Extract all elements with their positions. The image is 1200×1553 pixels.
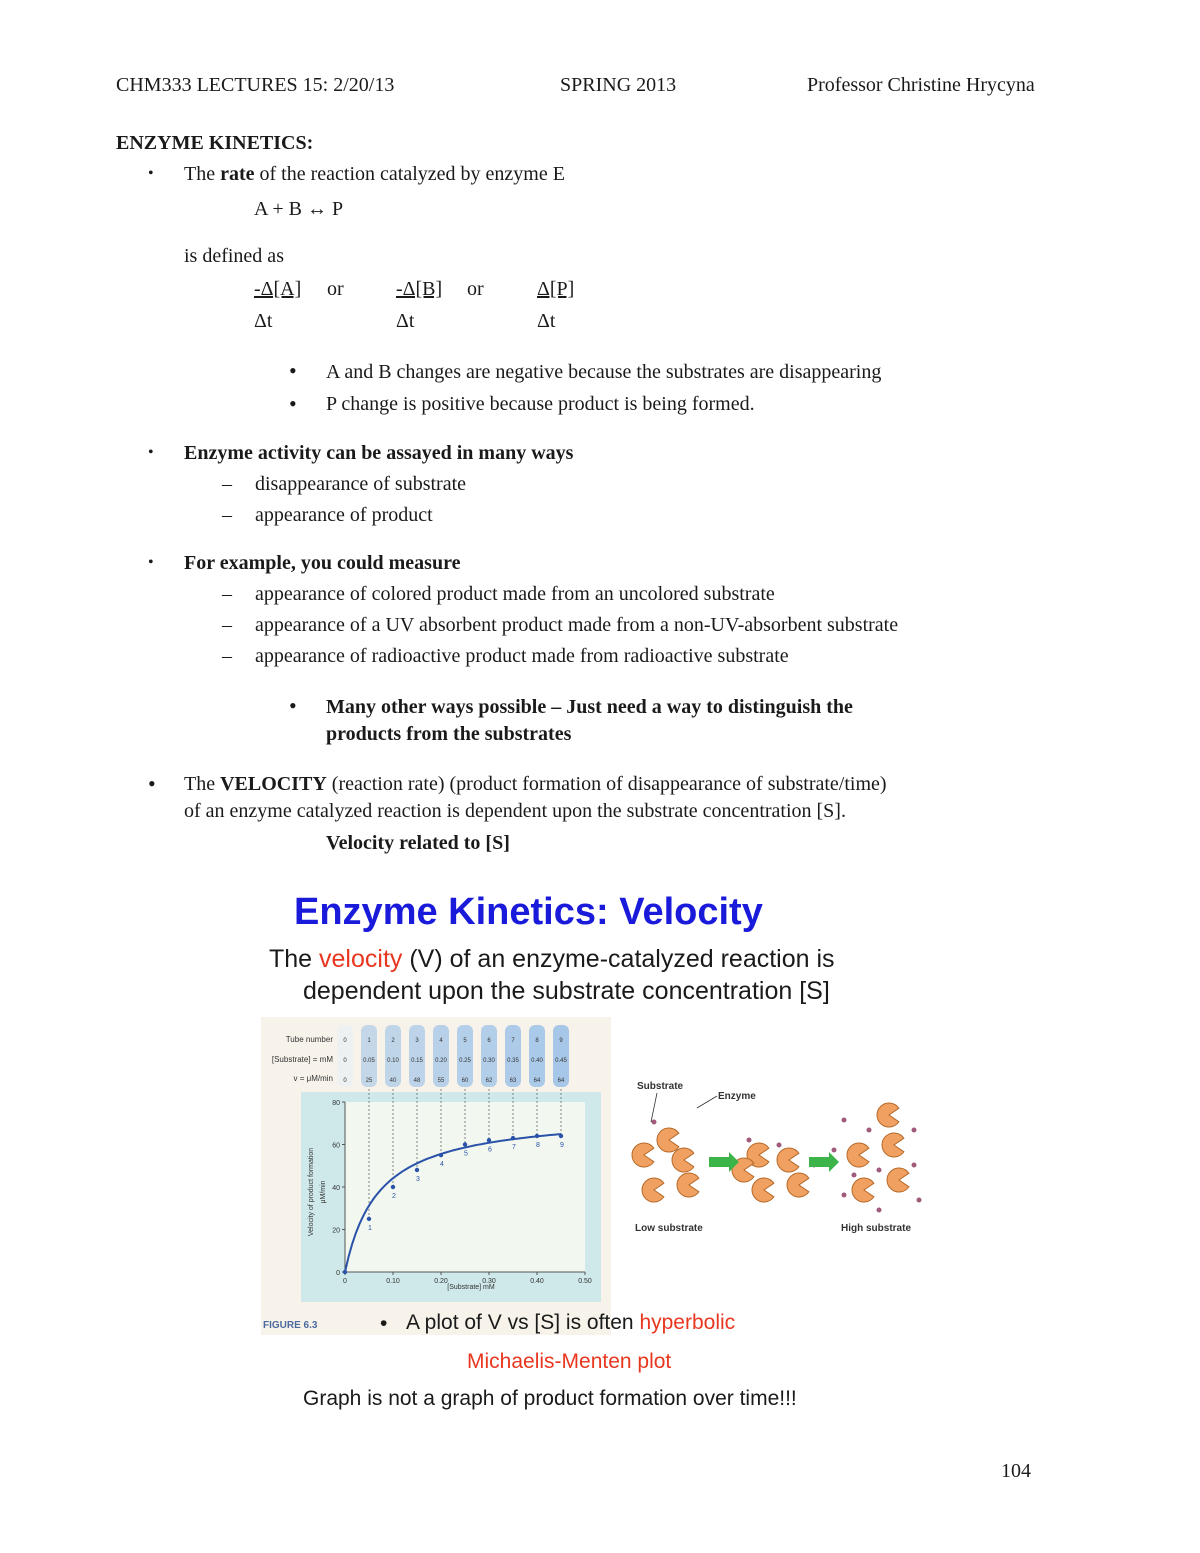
sub-bullet-product: P change is positive because product is being formed.: [326, 393, 755, 415]
fraction-p-denominator: Δt: [537, 310, 556, 332]
substrate-dot: [747, 1138, 752, 1143]
page-number: 104: [1001, 1460, 1031, 1482]
x-tick-label: 0.40: [530, 1278, 544, 1285]
data-point: [463, 1142, 467, 1146]
bullet-icon: •: [148, 771, 156, 796]
tube-table-value: 2: [391, 1038, 395, 1044]
point-label: 3: [416, 1176, 420, 1183]
rate-equation: A + B ↔ P: [254, 198, 344, 220]
assay-heading: Enzyme activity can be assayed in many ways: [184, 442, 574, 464]
y-tick-label: 60: [332, 1142, 340, 1150]
point-label: 9: [560, 1142, 564, 1149]
slide-bullet-text: A plot of V vs [S] is often hyperbolic: [406, 1311, 736, 1334]
enzyme-icon: [632, 1143, 654, 1167]
tube-table-value: 0.15: [411, 1058, 423, 1064]
tube-table-value: 0: [343, 1078, 347, 1084]
slide-subtitle-line2: dependent upon the substrate concentration [S]: [303, 977, 830, 1005]
dash-icon: –: [222, 614, 232, 636]
data-point: [559, 1134, 563, 1138]
section-title: ENZYME KINETICS:: [116, 132, 314, 154]
example-item: appearance of a UV absorbent product made from a non-UV-absorbent substrate: [255, 614, 899, 636]
data-point: [511, 1136, 515, 1140]
bullet-icon: •: [289, 358, 297, 383]
slide-bullet-icon: •: [380, 1312, 388, 1335]
data-point: [415, 1168, 419, 1172]
high-substrate-label: High substrate: [841, 1223, 912, 1234]
substrate-row-label: [Substrate] = mM: [271, 1055, 333, 1064]
enzyme-icon: [672, 1148, 694, 1172]
velocity-line2: of an enzyme catalyzed reaction is dependent upon the substrate concentration [S].: [184, 800, 846, 822]
substrate-pointer: [651, 1093, 657, 1122]
data-point: [343, 1270, 347, 1274]
example-item: appearance of colored product made from an uncolored substrate: [255, 583, 775, 605]
tube-table-value: 3: [415, 1038, 419, 1044]
header-term: SPRING 2013: [560, 74, 677, 96]
data-point: [439, 1153, 443, 1157]
enzyme-icon: [852, 1178, 874, 1202]
bullet-icon: •: [289, 693, 297, 718]
tube-table-value: 0.20: [435, 1058, 447, 1064]
enzyme-icon: [777, 1148, 799, 1172]
michaelis-menten-figure: [261, 1017, 611, 1335]
point-label: 6: [488, 1146, 492, 1154]
tube-table-value: 0: [343, 1058, 347, 1064]
substrate-dot: [877, 1168, 882, 1173]
tube-table-value: 25: [365, 1078, 373, 1084]
velocity-line1: The VELOCITY (reaction rate) (product formation of disappearance of substrate/time): [184, 773, 887, 795]
tube-table-value: 48: [413, 1078, 421, 1084]
data-point: [535, 1134, 539, 1138]
tube-table-value: 0.05: [363, 1058, 375, 1064]
enzyme-icon: [677, 1173, 699, 1197]
bullet-icon: •: [148, 165, 154, 182]
y-tick-label: 80: [332, 1100, 340, 1107]
substrate-dot: [867, 1128, 872, 1133]
example-heading: For example, you could measure: [184, 552, 461, 574]
dash-icon: –: [222, 473, 232, 495]
tube-table-value: 4: [439, 1038, 443, 1044]
tube-table-value: 6: [487, 1038, 491, 1044]
tube-table-value: 64: [533, 1078, 541, 1084]
michaelis-menten-label: Michaelis-Menten plot: [467, 1350, 672, 1373]
substrate-dot: [917, 1198, 922, 1203]
enzyme-icon: [657, 1128, 679, 1152]
tube-table-value: 64: [557, 1078, 565, 1084]
x-tick-label: 0.10: [386, 1278, 400, 1285]
dash-icon: –: [222, 583, 232, 605]
fraction-b-denominator: Δt: [396, 310, 415, 332]
defined-as: is defined as: [184, 245, 284, 267]
point-label: 1: [368, 1224, 372, 1232]
tube-table-value: 0.35: [507, 1058, 519, 1064]
x-tick-label: 0: [343, 1278, 347, 1285]
assay-item: disappearance of substrate: [255, 473, 467, 495]
tube-table-value: 60: [461, 1078, 469, 1084]
x-tick-label: 0.30: [482, 1278, 496, 1285]
tube-table-value: 63: [509, 1078, 517, 1084]
tube-table-value: 0.25: [459, 1058, 471, 1064]
tube-table-value: 1: [367, 1038, 371, 1044]
y-tick-label: 40: [332, 1185, 340, 1192]
substrate-dot: [832, 1148, 837, 1153]
x-tick-label: 0.20: [434, 1278, 448, 1285]
substrate-label: Substrate: [637, 1081, 684, 1092]
sub-bullet-substrates: A and B changes are negative because the substrates are disappearing: [326, 361, 882, 383]
tube-table-value: 0.10: [387, 1058, 399, 1064]
bullet-icon: •: [148, 444, 154, 461]
tube-table-value: 0.45: [555, 1058, 567, 1064]
substrate-enzyme-diagram: [629, 1070, 929, 1240]
tube-table-value: 9: [559, 1038, 563, 1044]
substrate-dot: [652, 1120, 657, 1125]
point-label: 7: [512, 1144, 516, 1152]
tube-table-value: 40: [389, 1078, 397, 1084]
x-tick-label: 0.50: [578, 1278, 592, 1285]
tube-table-value: 55: [437, 1078, 445, 1084]
bullet-icon: •: [148, 554, 154, 571]
header-professor: Professor Christine Hrycyna: [807, 74, 1035, 96]
fraction-a-denominator: Δt: [254, 310, 273, 332]
enzyme-label: Enzyme: [718, 1091, 756, 1102]
data-point: [391, 1185, 395, 1189]
slide-title: Enzyme Kinetics: Velocity: [294, 891, 763, 933]
tube-table-value: 0: [343, 1038, 347, 1044]
enzyme-saturation-diagram: [629, 1070, 929, 1240]
y-tick-label: 0: [336, 1270, 340, 1277]
tube-table-value: 8: [535, 1038, 539, 1044]
example-note-line1: Many other ways possible – Just need a way to distinguish the: [326, 696, 853, 718]
substrate-dot: [877, 1208, 882, 1213]
point-label: 8: [536, 1142, 540, 1149]
enzyme-icon: [882, 1133, 904, 1157]
tube-table-value: 7: [511, 1038, 515, 1044]
tube-table-value: 0.40: [531, 1058, 543, 1064]
y-axis-unit: μM/min: [320, 1180, 327, 1204]
bullet-icon: •: [289, 391, 297, 416]
arrow-icon: [809, 1152, 839, 1172]
tube-table-value: 5: [463, 1038, 467, 1044]
low-substrate-label: Low substrate: [635, 1223, 703, 1234]
assay-item: appearance of product: [255, 504, 433, 526]
point-label: 2: [392, 1193, 396, 1200]
enzyme-icon: [787, 1173, 809, 1197]
dash-icon: –: [222, 645, 232, 667]
header-course: CHM333 LECTURES 15: 2/20/13: [116, 74, 395, 96]
tube-number-label: Tube number: [285, 1035, 333, 1044]
x-axis-label: [Substrate] mM: [447, 1284, 495, 1291]
tube-table-value: 0.30: [483, 1058, 495, 1064]
slide-subtitle-line1: The velocity (V) of an enzyme-catalyzed reaction is: [269, 945, 835, 973]
data-point: [367, 1217, 371, 1221]
enzyme-icon: [642, 1178, 664, 1202]
y-tick-label: 20: [332, 1227, 340, 1235]
velocity-chart: [261, 1017, 611, 1335]
y-axis-label: Velocity of product formation: [308, 1147, 315, 1237]
velocity-row-label: v = μM/min: [293, 1074, 333, 1083]
fraction-p-numerator: Δ[P]: [537, 278, 575, 300]
fraction-a-numerator: -Δ[A]: [254, 278, 302, 300]
substrate-dot: [842, 1118, 847, 1123]
substrate-dot: [777, 1143, 782, 1148]
or-1: or: [327, 278, 344, 300]
substrate-dot: [842, 1193, 847, 1198]
velocity-related: Velocity related to [S]: [326, 832, 510, 854]
data-point: [487, 1138, 491, 1142]
or-2: or: [467, 278, 484, 300]
fraction-b-numerator: -Δ[B]: [396, 278, 443, 300]
example-note-line2: products from the substrates: [326, 723, 572, 745]
figure-label: FIGURE 6.3: [263, 1320, 318, 1331]
substrate-dot: [852, 1173, 857, 1178]
enzyme-icon: [887, 1168, 909, 1192]
point-label: 4: [440, 1161, 444, 1169]
enzyme-icon: [752, 1178, 774, 1202]
enzyme-icon: [847, 1143, 869, 1167]
point-label: 5: [464, 1150, 468, 1158]
dash-icon: –: [222, 504, 232, 526]
rate-line: The rate of the reaction catalyzed by enzyme E: [184, 163, 565, 185]
plot-area: [345, 1102, 585, 1272]
tube-table-value: 62: [485, 1078, 493, 1084]
enzyme-pointer: [697, 1096, 717, 1108]
slide-note: Graph is not a graph of product formation over time!!!: [303, 1387, 797, 1410]
example-item: appearance of radioactive product made from radioactive substrate: [255, 645, 789, 667]
substrate-dot: [912, 1128, 917, 1133]
enzyme-icon: [877, 1103, 899, 1127]
substrate-dot: [912, 1163, 917, 1168]
